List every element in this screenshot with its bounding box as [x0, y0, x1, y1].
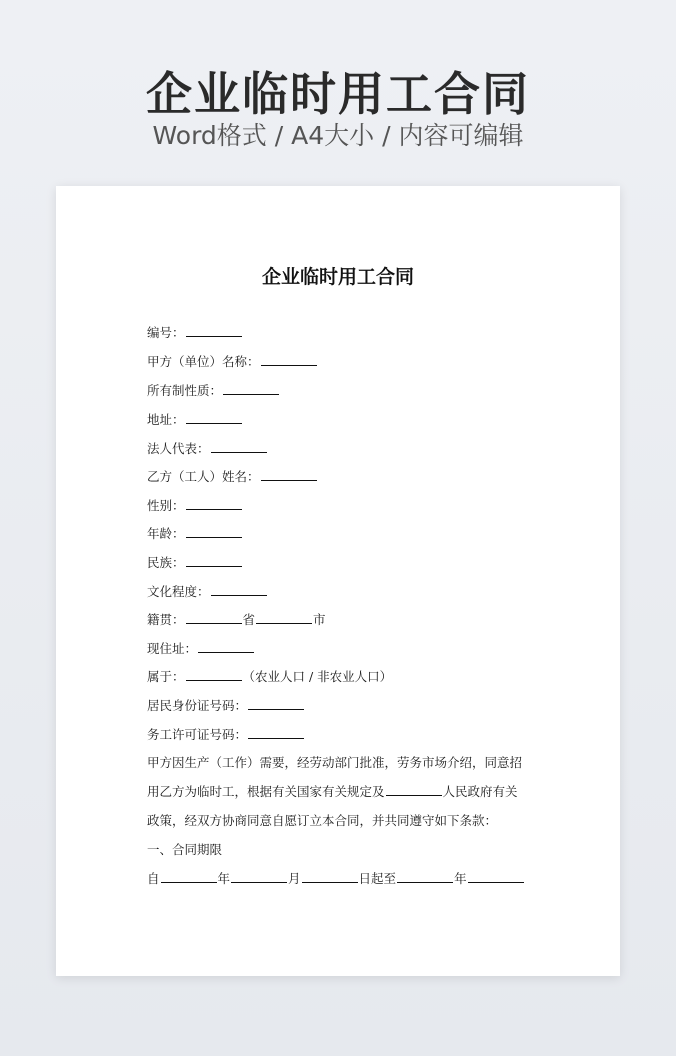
blank-line[interactable]: [186, 554, 242, 567]
field-label: 务工许可证号码：: [147, 727, 248, 742]
blank-line[interactable]: [261, 468, 317, 481]
term-text: 日起至: [358, 871, 397, 886]
section-heading-term: 一、合同期限: [147, 842, 223, 857]
field-ethnicity: [147, 554, 243, 572]
field-number: [147, 324, 243, 342]
field-label: 所有制性质：: [147, 383, 223, 398]
field-label: 现住址：: [147, 641, 198, 656]
field-label: 法人代表：: [147, 441, 210, 456]
field-address: [147, 411, 243, 429]
blank-line[interactable]: [231, 870, 287, 883]
belongs-note: （农业人口 / 非农业人口）: [242, 669, 393, 684]
field-party-b-name: [147, 468, 318, 486]
blank-line[interactable]: [248, 726, 304, 739]
page-title: 企业临时用工合同: [146, 67, 530, 121]
field-label: 乙方（工人）姓名：: [147, 469, 260, 484]
field-label: 性别：: [147, 498, 185, 513]
blank-line[interactable]: [186, 411, 242, 424]
blank-line[interactable]: [186, 668, 242, 681]
blank-line[interactable]: [161, 870, 217, 883]
field-id-number: [147, 697, 305, 715]
document-title: 企业临时用工合同: [261, 266, 414, 288]
blank-line[interactable]: [186, 324, 242, 337]
paragraph-line: 政策，经双方协商同意自愿订立本合同，并共同遵守如下条款：: [147, 813, 498, 828]
field-native-place: [147, 611, 326, 629]
term-text: 月: [288, 871, 301, 886]
paragraph-line: [147, 777, 532, 806]
field-label: 甲方（单位）名称：: [147, 354, 260, 369]
city-label: 市: [313, 612, 326, 627]
field-label: 文化程度：: [147, 584, 210, 599]
blank-line[interactable]: [386, 783, 442, 796]
field-label: 居民身份证号码：: [147, 698, 248, 713]
field-current-address: [147, 640, 255, 658]
paragraph-line: 甲方因生产（工作）需要，经劳动部门批准，劳务市场介绍，同意招: [147, 755, 523, 770]
field-label: 年龄：: [147, 526, 185, 541]
term-text: 年: [454, 871, 467, 886]
field-work-permit: [147, 726, 305, 744]
blank-line[interactable]: [468, 870, 524, 883]
paragraph-text: 用乙方为临时工，根据有关国家有关规定及: [147, 784, 385, 799]
blank-line[interactable]: [261, 353, 317, 366]
term-text: 自: [147, 871, 160, 886]
blank-line[interactable]: [198, 640, 254, 653]
field-belongs-to: [147, 668, 392, 686]
blank-line[interactable]: [256, 611, 312, 624]
field-age: [147, 525, 243, 543]
document-page: [56, 186, 620, 976]
intro-paragraph: [147, 748, 532, 835]
field-label: 编号：: [147, 325, 185, 340]
blank-line[interactable]: [223, 382, 279, 395]
field-party-a-name: [147, 353, 318, 371]
blank-line[interactable]: [186, 497, 242, 510]
blank-line[interactable]: [302, 870, 358, 883]
field-label: 民族：: [147, 555, 185, 570]
field-education: [147, 583, 268, 601]
field-ownership: [147, 382, 280, 400]
term-text: 年: [217, 871, 231, 886]
field-label: 籍贯：: [147, 612, 185, 627]
field-label: 属于：: [147, 669, 185, 684]
contract-term-line: [147, 870, 525, 888]
page-subtitle: Word格式 / A4大小 / 内容可编辑: [152, 121, 524, 150]
province-label: 省: [242, 612, 256, 627]
blank-line[interactable]: [211, 440, 267, 453]
blank-line[interactable]: [248, 697, 304, 710]
blank-line[interactable]: [211, 583, 267, 596]
field-gender: [147, 497, 243, 515]
field-legal-rep: [147, 440, 268, 458]
paragraph-text: 人民政府有关: [442, 784, 518, 799]
blank-line[interactable]: [397, 870, 453, 883]
blank-line[interactable]: [186, 525, 242, 538]
blank-line[interactable]: [186, 611, 242, 624]
field-label: 地址：: [147, 412, 185, 427]
